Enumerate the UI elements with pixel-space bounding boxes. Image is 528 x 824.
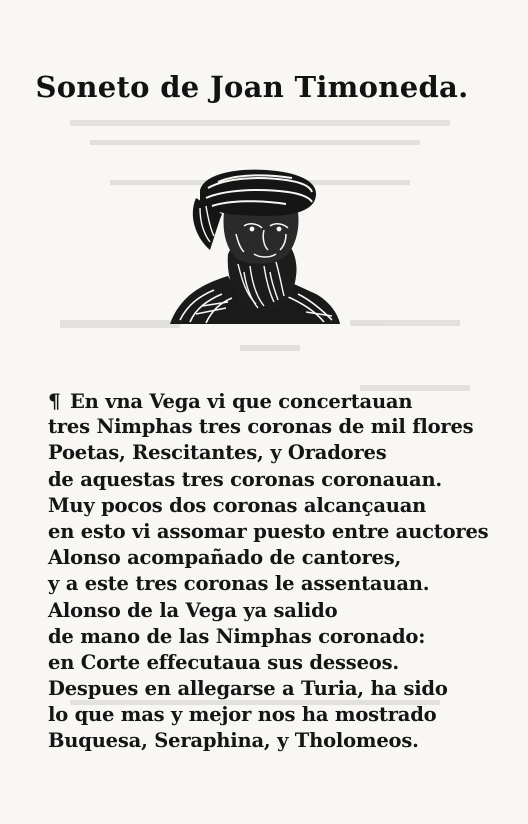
sonnet-line-9: Alonso de la Vega ya salido — [48, 598, 338, 622]
sonnet-line-10: de mano de las Nimphas coronado: — [48, 624, 426, 648]
sonnet-line-5: Muy pocos dos coronas alcançauan — [48, 493, 427, 517]
sonnet-line-13: lo que mas y mejor nos ha mostrado — [48, 703, 437, 727]
sonnet-line-2: tres Nimphas tres coronas de mil flores — [48, 415, 474, 439]
bearded-man-turban-portrait-icon — [166, 168, 342, 328]
sonnet-line-12: Despues en allegarse a Turia, ha sido — [48, 677, 448, 701]
sonnet-text — [48, 388, 489, 755]
sonnet-line-4: de aquestas tres coronas coronauan. — [48, 467, 443, 491]
sonnet-line-1: ¶ En vna Vega vi que concertauan — [48, 389, 413, 413]
sonnet-line-7: Alonso acompañado de cantores, — [48, 546, 402, 570]
sonnet-line-14: Buquesa, Seraphina, y Tholomeos. — [48, 729, 419, 753]
sonnet-line-11: en Corte effecutaua sus desseos. — [48, 650, 399, 674]
sonnet-line-6: en esto vi assomar puesto entre auctores — [48, 519, 489, 543]
sonnet-title: Soneto de Joan Timoneda. — [35, 70, 469, 104]
sonnet-line-8: y a este tres coronas le assentauan. — [48, 572, 430, 596]
pilcrow-mark: ¶ — [48, 389, 61, 413]
sonnet-line-3: Poetas, Rescitantes, y Oradores — [48, 441, 387, 465]
